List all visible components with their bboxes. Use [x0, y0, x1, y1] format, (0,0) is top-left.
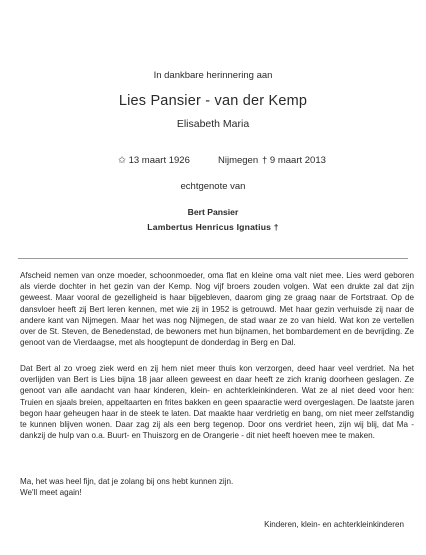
closing-line-1: Ma, het was heel fijn, dat je zolang bij ons hebt kunnen zijn. — [20, 477, 234, 486]
death-date: † 9 maart 2013 — [262, 155, 326, 166]
paragraph-text: Afscheid nemen van onze moeder, schoonmoeder, oma flat en kleine oma valt niet mee. Lies werd geboren als vierde dochter in het gezin van der Kemp. Nog vijf broers zouden volgen. Wat een drukte zal dat zijn geweest. Maar vooral de gezelligheid is haar bijgebleven, daarom ging ze graag naar de Fortstraat. Op de dansvloer heeft zij Bert leren kennen, met wie zij in 1952 is getrouwd. Met haar gezin verhuisde zij naar de andere kant van Nijmegen. Maar het was nog Nijmegen, de stad waar ze zo van hield. Wat kon ze vertellen over de St. Steven, de Benedenstad, de bewoners met hun bijnamen, het bombardement en de bevrijding. Ze genoot van de Vierdaagse, met als hoogtepunt de donderdag in Berg en Dal. — [20, 271, 414, 348]
deceased-name: Lies Pansier - van der Kemp — [118, 93, 308, 109]
signature: Kinderen, klein- en achterkleinkinderen — [264, 520, 404, 529]
paragraph-3 — [20, 476, 414, 498]
spouse-full-name: Lambertus Henricus Ignatius † — [147, 222, 279, 232]
paragraph-1 — [20, 270, 414, 353]
paragraph-text: Dat Bert al zo vroeg ziek werd en zij hem niet meer thuis kon verzorgen, deed haar veel verdriet. Na het overlijden van Bert is Lies bijna 18 jaar alleen geweest en daar heeft ze zich kranig doorheen geslagen. Ze genoot van alle aandacht van haar kinderen, klein- en achterkleinkinderen. Wat ze al niet deed voor hen: Truien en sjaals breien, appeltaarten en frites bakken en geen spaaractie werd overgeslagen. De laatste jaren begon haar geheugen haar in de steek te laten. Dat maakte haar verdrietig en bang, om niet meer zelfstandig te kunnen blijven wonen. Daar zag zij als een berg tegenop. Door ons verdriet heen, zijn wij blij, dat Ma - dankzij de hulp van o.a. Buurt- en Thuiszorg en de Orangerie - dit niet heeft hoeven mee te maken. — [20, 364, 414, 441]
paragraph-2 — [20, 363, 414, 446]
divider — [18, 258, 408, 259]
spouse-name: Bert Pansier — [187, 207, 239, 217]
birth-date: ✩ 13 maart 1926 — [118, 155, 190, 166]
place: Nijmegen — [218, 155, 259, 166]
closing-line-2: We'll meet again! — [20, 488, 82, 498]
spouse-label: echtgenote van — [180, 181, 246, 192]
intro-text: In dankbare herinnering aan — [153, 70, 273, 81]
given-names: Elisabeth Maria — [176, 118, 250, 130]
